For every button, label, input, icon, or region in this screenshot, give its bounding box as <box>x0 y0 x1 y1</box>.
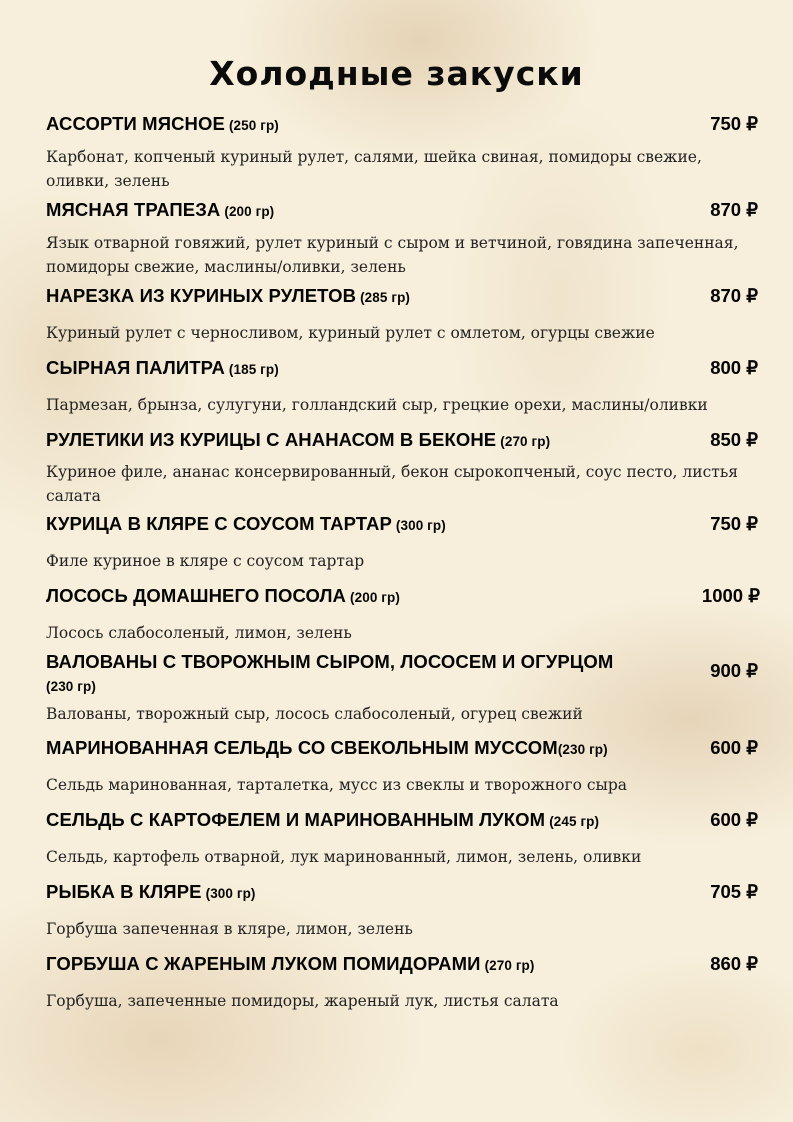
item-weight: (200 гр) <box>224 204 275 219</box>
item-name <box>46 428 686 453</box>
item-price: 900 ₽ <box>710 660 758 681</box>
item-name <box>46 356 686 381</box>
item-description: Сельдь маринованная, тарталетка, мусс из свеклы и творожного сыра <box>46 776 628 794</box>
item-title: СЫРНАЯ ПАЛИТРА <box>46 357 225 378</box>
item-weight: (250 гр) <box>228 118 279 133</box>
menu-item <box>46 808 762 869</box>
item-title: НАРЕЗКА ИЗ КУРИНЫХ РУЛЕТОВ <box>46 285 357 306</box>
item-description: Язык отварной говяжий, рулет куриный с сыром и ветчиной, говядина запеченная, помидоры свежие, маслины/оливки, зелень <box>46 234 739 276</box>
item-weight: (285 гр) <box>360 290 411 305</box>
item-weight: (230 гр) <box>557 742 608 757</box>
item-price: 860 ₽ <box>710 953 758 974</box>
item-weight: (185 гр) <box>228 362 279 377</box>
menu-item <box>46 736 762 797</box>
item-title: ГОРБУША С ЖАРЕНЫМ ЛУКОМ ПОМИДОРАМИ <box>46 953 481 974</box>
item-weight: (245 гр) <box>549 814 600 829</box>
item-description: Лосось слабосоленый, лимон, зелень <box>46 624 352 642</box>
item-title: МЯСНАЯ ТРАПЕЗА <box>46 199 221 220</box>
item-name <box>46 584 686 609</box>
page-title: Холодные закуски <box>209 54 584 93</box>
menu-item <box>46 356 762 417</box>
item-title: МАРИНОВАННАЯ СЕЛЬДЬ СО СВЕКОЛЬНЫМ МУССОМ <box>46 737 558 758</box>
item-name <box>46 112 686 137</box>
item-description: Куриное филе, ананас консервированный, бекон сырокопченый, соус песто, листья салата <box>46 463 739 505</box>
item-title: АССОРТИ МЯСНОЕ <box>46 113 225 134</box>
item-price: 600 ₽ <box>710 809 758 830</box>
item-name <box>46 284 686 309</box>
menu-item <box>46 650 762 726</box>
item-name <box>46 198 686 223</box>
item-price: 800 ₽ <box>710 357 758 378</box>
menu-item <box>46 952 762 1013</box>
item-price: 750 ₽ <box>710 513 758 534</box>
menu-item <box>46 428 762 508</box>
item-price: 1000 ₽ <box>701 585 760 606</box>
item-weight: (270 гр) <box>500 434 551 449</box>
item-price: 705 ₽ <box>710 881 758 902</box>
menu-item <box>46 880 762 941</box>
item-title: ВАЛОВАНЫ С ТВОРОЖНЫМ СЫРОМ, ЛОСОСЕМ И ОГУРЦОМ <box>46 651 614 672</box>
item-description: Горбуша, запеченные помидоры, жареный лук, листья салата <box>46 992 559 1010</box>
item-description: Филе куриное в кляре с соусом тартар <box>46 552 365 570</box>
item-title: РЫБКА В КЛЯРЕ <box>46 881 202 902</box>
menu-item <box>46 198 762 279</box>
item-weight: (300 гр) <box>395 518 446 533</box>
menu-item <box>46 512 762 573</box>
item-name <box>46 808 686 833</box>
item-description: Куриный рулет с черносливом, куриный рулет с омлетом, огурцы свежие <box>46 324 655 342</box>
item-title: ЛОСОСЬ ДОМАШНЕГО ПОСОЛА <box>46 585 347 606</box>
item-description: Горбуша запеченная в кляре, лимон, зелень <box>46 920 413 938</box>
item-name <box>46 952 686 977</box>
item-title: РУЛЕТИКИ ИЗ КУРИЦЫ С АНАНАСОМ В БЕКОНЕ <box>46 429 497 450</box>
item-description: Сельдь, картофель отварной, лук маринованный, лимон, зелень, оливки <box>46 848 642 866</box>
item-weight: (200 гр) <box>350 590 400 605</box>
item-name <box>46 650 696 698</box>
item-name <box>46 880 686 905</box>
item-name <box>46 512 686 537</box>
item-price: 870 ₽ <box>710 199 758 220</box>
item-price: 850 ₽ <box>710 429 758 450</box>
item-price: 870 ₽ <box>710 285 758 306</box>
item-weight: (270 гр) <box>484 958 535 973</box>
item-title: КУРИЦА В КЛЯРЕ С СОУСОМ ТАРТАР <box>46 513 392 534</box>
item-weight: (300 гр) <box>205 886 256 901</box>
menu-item <box>46 112 762 193</box>
item-title: СЕЛЬДЬ С КАРТОФЕЛЕМ И МАРИНОВАННЫМ ЛУКОМ <box>46 809 546 830</box>
item-price: 750 ₽ <box>710 113 758 134</box>
item-description: Валованы, творожный сыр, лосось слабосоленый, огурец свежий <box>46 705 583 723</box>
item-description: Карбонат, копченый куриный рулет, салями, шейка свиная, помидоры свежие, оливки, зелень <box>46 148 702 190</box>
item-price: 600 ₽ <box>710 737 758 758</box>
item-description: Пармезан, брынза, сулугуни, голландский сыр, грецкие орехи, маслины/оливки <box>46 396 708 414</box>
item-weight: (230 гр) <box>46 679 96 694</box>
item-name <box>46 736 686 761</box>
menu-item <box>46 284 762 345</box>
menu-item <box>46 584 762 645</box>
